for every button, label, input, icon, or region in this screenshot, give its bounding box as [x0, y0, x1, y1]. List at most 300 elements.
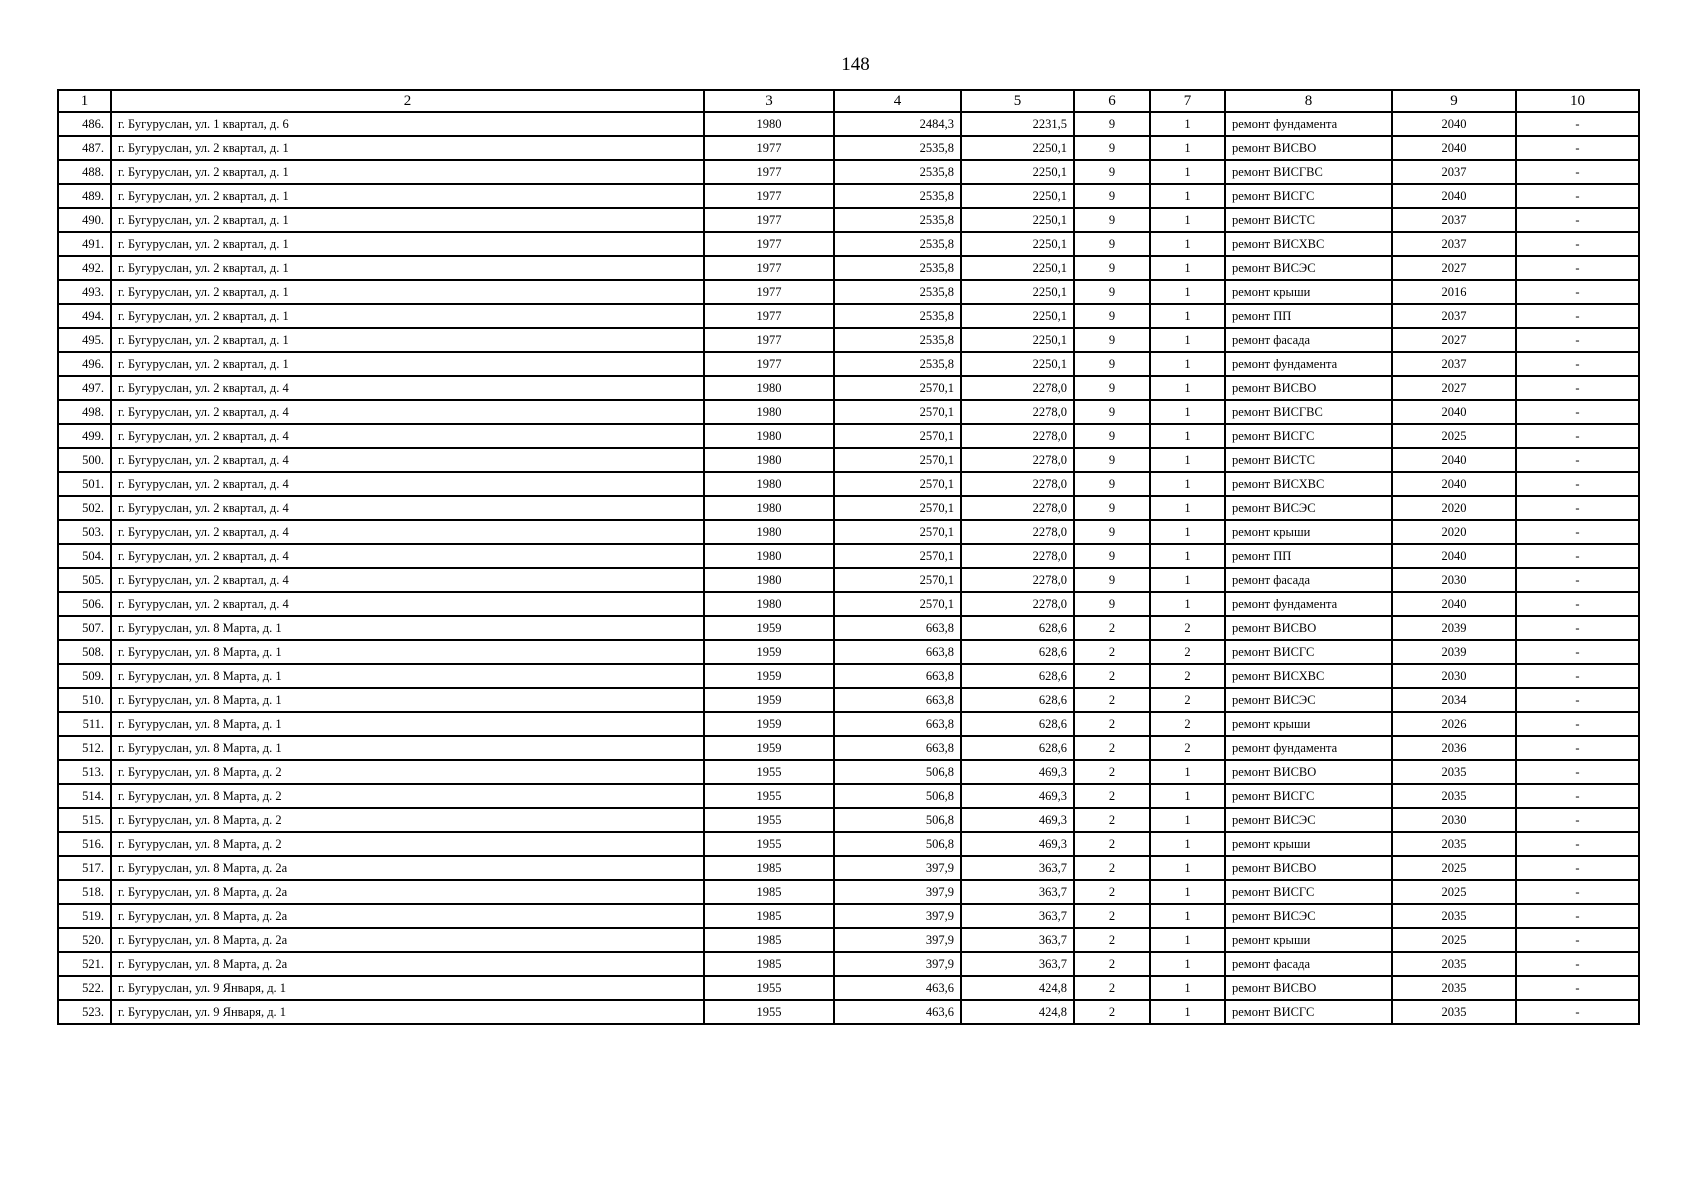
row-number-cell: 511. [58, 712, 111, 736]
address-cell: г. Бугуруслан, ул. 8 Марта, д. 1 [111, 688, 704, 712]
note-cell: - [1516, 472, 1639, 496]
work-type-cell: ремонт крыши [1225, 280, 1392, 304]
note-cell: - [1516, 328, 1639, 352]
page-number: 148 [841, 54, 870, 75]
living-area-cell: 2278,0 [961, 496, 1074, 520]
entrances-cell: 1 [1150, 496, 1225, 520]
address-cell: г. Бугуруслан, ул. 8 Марта, д. 1 [111, 616, 704, 640]
total-area-cell: 397,9 [834, 952, 961, 976]
entrances-cell: 1 [1150, 544, 1225, 568]
table-row [58, 376, 1639, 400]
work-type-cell: ремонт ВИСГС [1225, 640, 1392, 664]
row-number-cell: 514. [58, 784, 111, 808]
total-area-cell: 663,8 [834, 664, 961, 688]
living-area-cell: 2278,0 [961, 424, 1074, 448]
note-cell: - [1516, 112, 1639, 136]
address-cell: г. Бугуруслан, ул. 8 Марта, д. 2а [111, 952, 704, 976]
table-row [58, 280, 1639, 304]
floors-cell: 2 [1074, 736, 1150, 760]
living-area-cell: 628,6 [961, 664, 1074, 688]
total-area-cell: 397,9 [834, 928, 961, 952]
year-built-cell: 1955 [704, 760, 834, 784]
row-number-cell: 522. [58, 976, 111, 1000]
note-cell: - [1516, 256, 1639, 280]
work-type-cell: ремонт фасада [1225, 568, 1392, 592]
row-number-cell: 492. [58, 256, 111, 280]
table-row [58, 352, 1639, 376]
repair-schedule-table [57, 89, 1640, 1025]
total-area-cell: 663,8 [834, 616, 961, 640]
row-number-cell: 490. [58, 208, 111, 232]
planned-year-cell: 2035 [1392, 904, 1516, 928]
row-number-cell: 508. [58, 640, 111, 664]
living-area-cell: 2250,1 [961, 160, 1074, 184]
living-area-cell: 2250,1 [961, 232, 1074, 256]
year-built-cell: 1980 [704, 472, 834, 496]
floors-cell: 9 [1074, 496, 1150, 520]
address-cell: г. Бугуруслан, ул. 8 Марта, д. 2а [111, 856, 704, 880]
year-built-cell: 1955 [704, 1000, 834, 1024]
year-built-cell: 1985 [704, 928, 834, 952]
entrances-cell: 2 [1150, 688, 1225, 712]
entrances-cell: 1 [1150, 976, 1225, 1000]
year-built-cell: 1980 [704, 544, 834, 568]
planned-year-cell: 2034 [1392, 688, 1516, 712]
table-row [58, 184, 1639, 208]
entrances-cell: 1 [1150, 448, 1225, 472]
year-built-cell: 1959 [704, 640, 834, 664]
address-cell: г. Бугуруслан, ул. 8 Марта, д. 1 [111, 712, 704, 736]
row-number-cell: 516. [58, 832, 111, 856]
row-number-cell: 486. [58, 112, 111, 136]
year-built-cell: 1977 [704, 232, 834, 256]
column-header: 2 [111, 90, 704, 112]
floors-cell: 9 [1074, 160, 1150, 184]
planned-year-cell: 2040 [1392, 184, 1516, 208]
work-type-cell: ремонт крыши [1225, 520, 1392, 544]
total-area-cell: 663,8 [834, 712, 961, 736]
entrances-cell: 1 [1150, 928, 1225, 952]
year-built-cell: 1959 [704, 712, 834, 736]
address-cell: г. Бугуруслан, ул. 2 квартал, д. 4 [111, 472, 704, 496]
row-number-cell: 507. [58, 616, 111, 640]
living-area-cell: 628,6 [961, 640, 1074, 664]
planned-year-cell: 2025 [1392, 880, 1516, 904]
table-row [58, 952, 1639, 976]
living-area-cell: 2231,5 [961, 112, 1074, 136]
entrances-cell: 1 [1150, 880, 1225, 904]
note-cell: - [1516, 448, 1639, 472]
work-type-cell: ремонт ВИСГС [1225, 784, 1392, 808]
total-area-cell: 2570,1 [834, 496, 961, 520]
year-built-cell: 1955 [704, 976, 834, 1000]
floors-cell: 2 [1074, 904, 1150, 928]
floors-cell: 2 [1074, 616, 1150, 640]
planned-year-cell: 2020 [1392, 496, 1516, 520]
work-type-cell: ремонт ВИСХВС [1225, 664, 1392, 688]
floors-cell: 9 [1074, 472, 1150, 496]
entrances-cell: 1 [1150, 1000, 1225, 1024]
table-row [58, 784, 1639, 808]
row-number-cell: 498. [58, 400, 111, 424]
floors-cell: 2 [1074, 832, 1150, 856]
floors-cell: 2 [1074, 688, 1150, 712]
year-built-cell: 1980 [704, 592, 834, 616]
entrances-cell: 1 [1150, 184, 1225, 208]
planned-year-cell: 2027 [1392, 376, 1516, 400]
table-row [58, 760, 1639, 784]
table-row [58, 616, 1639, 640]
entrances-cell: 1 [1150, 832, 1225, 856]
planned-year-cell: 2030 [1392, 664, 1516, 688]
note-cell: - [1516, 568, 1639, 592]
year-built-cell: 1980 [704, 568, 834, 592]
table-row [58, 424, 1639, 448]
address-cell: г. Бугуруслан, ул. 2 квартал, д. 4 [111, 376, 704, 400]
note-cell: - [1516, 976, 1639, 1000]
planned-year-cell: 2037 [1392, 304, 1516, 328]
column-header: 9 [1392, 90, 1516, 112]
note-cell: - [1516, 712, 1639, 736]
entrances-cell: 1 [1150, 232, 1225, 256]
living-area-cell: 363,7 [961, 856, 1074, 880]
table-row [58, 736, 1639, 760]
address-cell: г. Бугуруслан, ул. 2 квартал, д. 4 [111, 544, 704, 568]
table-row [58, 448, 1639, 472]
address-cell: г. Бугуруслан, ул. 2 квартал, д. 4 [111, 448, 704, 472]
planned-year-cell: 2025 [1392, 856, 1516, 880]
living-area-cell: 424,8 [961, 976, 1074, 1000]
year-built-cell: 1980 [704, 520, 834, 544]
row-number-cell: 496. [58, 352, 111, 376]
work-type-cell: ремонт ВИСГС [1225, 880, 1392, 904]
entrances-cell: 2 [1150, 736, 1225, 760]
work-type-cell: ремонт ВИСВО [1225, 856, 1392, 880]
note-cell: - [1516, 496, 1639, 520]
total-area-cell: 506,8 [834, 760, 961, 784]
table-row [58, 664, 1639, 688]
entrances-cell: 1 [1150, 256, 1225, 280]
year-built-cell: 1959 [704, 688, 834, 712]
row-number-cell: 518. [58, 880, 111, 904]
total-area-cell: 2535,8 [834, 280, 961, 304]
total-area-cell: 506,8 [834, 784, 961, 808]
living-area-cell: 424,8 [961, 1000, 1074, 1024]
table-row [58, 256, 1639, 280]
table-row [58, 568, 1639, 592]
row-number-cell: 521. [58, 952, 111, 976]
address-cell: г. Бугуруслан, ул. 8 Марта, д. 2а [111, 904, 704, 928]
floors-cell: 2 [1074, 784, 1150, 808]
address-cell: г. Бугуруслан, ул. 8 Марта, д. 2 [111, 832, 704, 856]
floors-cell: 9 [1074, 544, 1150, 568]
floors-cell: 2 [1074, 928, 1150, 952]
entrances-cell: 1 [1150, 592, 1225, 616]
planned-year-cell: 2027 [1392, 328, 1516, 352]
row-number-cell: 510. [58, 688, 111, 712]
table-row [58, 976, 1639, 1000]
total-area-cell: 463,6 [834, 976, 961, 1000]
total-area-cell: 2570,1 [834, 592, 961, 616]
address-cell: г. Бугуруслан, ул. 1 квартал, д. 6 [111, 112, 704, 136]
total-area-cell: 2570,1 [834, 448, 961, 472]
row-number-cell: 500. [58, 448, 111, 472]
row-number-cell: 493. [58, 280, 111, 304]
floors-cell: 9 [1074, 448, 1150, 472]
entrances-cell: 1 [1150, 304, 1225, 328]
planned-year-cell: 2035 [1392, 1000, 1516, 1024]
address-cell: г. Бугуруслан, ул. 2 квартал, д. 1 [111, 160, 704, 184]
table-row [58, 496, 1639, 520]
row-number-cell: 520. [58, 928, 111, 952]
column-header: 7 [1150, 90, 1225, 112]
row-number-cell: 499. [58, 424, 111, 448]
note-cell: - [1516, 280, 1639, 304]
table-row [58, 136, 1639, 160]
note-cell: - [1516, 616, 1639, 640]
address-cell: г. Бугуруслан, ул. 2 квартал, д. 1 [111, 352, 704, 376]
row-number-cell: 509. [58, 664, 111, 688]
entrances-cell: 1 [1150, 760, 1225, 784]
note-cell: - [1516, 424, 1639, 448]
living-area-cell: 2250,1 [961, 352, 1074, 376]
row-number-cell: 503. [58, 520, 111, 544]
total-area-cell: 2535,8 [834, 184, 961, 208]
note-cell: - [1516, 160, 1639, 184]
table-row [58, 112, 1639, 136]
entrances-cell: 1 [1150, 136, 1225, 160]
total-area-cell: 2535,8 [834, 208, 961, 232]
planned-year-cell: 2025 [1392, 928, 1516, 952]
floors-cell: 9 [1074, 184, 1150, 208]
note-cell: - [1516, 208, 1639, 232]
address-cell: г. Бугуруслан, ул. 2 квартал, д. 4 [111, 592, 704, 616]
living-area-cell: 628,6 [961, 616, 1074, 640]
living-area-cell: 2278,0 [961, 592, 1074, 616]
year-built-cell: 1985 [704, 904, 834, 928]
entrances-cell: 1 [1150, 376, 1225, 400]
planned-year-cell: 2040 [1392, 544, 1516, 568]
work-type-cell: ремонт ВИСХВС [1225, 472, 1392, 496]
floors-cell: 2 [1074, 760, 1150, 784]
address-cell: г. Бугуруслан, ул. 8 Марта, д. 2а [111, 880, 704, 904]
living-area-cell: 2278,0 [961, 448, 1074, 472]
address-cell: г. Бугуруслан, ул. 2 квартал, д. 1 [111, 232, 704, 256]
floors-cell: 9 [1074, 376, 1150, 400]
planned-year-cell: 2037 [1392, 208, 1516, 232]
row-number-cell: 523. [58, 1000, 111, 1024]
year-built-cell: 1977 [704, 208, 834, 232]
work-type-cell: ремонт ВИСЭС [1225, 688, 1392, 712]
table-row [58, 904, 1639, 928]
work-type-cell: ремонт ВИСЭС [1225, 808, 1392, 832]
planned-year-cell: 2040 [1392, 112, 1516, 136]
year-built-cell: 1955 [704, 784, 834, 808]
living-area-cell: 469,3 [961, 784, 1074, 808]
living-area-cell: 2278,0 [961, 544, 1074, 568]
living-area-cell: 2250,1 [961, 208, 1074, 232]
total-area-cell: 2570,1 [834, 472, 961, 496]
living-area-cell: 363,7 [961, 928, 1074, 952]
column-header: 3 [704, 90, 834, 112]
year-built-cell: 1980 [704, 496, 834, 520]
address-cell: г. Бугуруслан, ул. 8 Марта, д. 2 [111, 784, 704, 808]
column-header: 4 [834, 90, 961, 112]
note-cell: - [1516, 232, 1639, 256]
total-area-cell: 2535,8 [834, 304, 961, 328]
floors-cell: 9 [1074, 352, 1150, 376]
row-number-cell: 513. [58, 760, 111, 784]
address-cell: г. Бугуруслан, ул. 8 Марта, д. 2 [111, 760, 704, 784]
living-area-cell: 363,7 [961, 952, 1074, 976]
planned-year-cell: 2026 [1392, 712, 1516, 736]
row-number-cell: 504. [58, 544, 111, 568]
planned-year-cell: 2020 [1392, 520, 1516, 544]
row-number-cell: 491. [58, 232, 111, 256]
row-number-cell: 487. [58, 136, 111, 160]
living-area-cell: 2278,0 [961, 472, 1074, 496]
address-cell: г. Бугуруслан, ул. 9 Января, д. 1 [111, 976, 704, 1000]
table-row [58, 400, 1639, 424]
planned-year-cell: 2040 [1392, 136, 1516, 160]
planned-year-cell: 2040 [1392, 592, 1516, 616]
planned-year-cell: 2027 [1392, 256, 1516, 280]
address-cell: г. Бугуруслан, ул. 2 квартал, д. 4 [111, 496, 704, 520]
note-cell: - [1516, 640, 1639, 664]
table-body [58, 112, 1639, 1024]
work-type-cell: ремонт фасада [1225, 952, 1392, 976]
column-header: 5 [961, 90, 1074, 112]
address-cell: г. Бугуруслан, ул. 2 квартал, д. 1 [111, 280, 704, 304]
entrances-cell: 2 [1150, 616, 1225, 640]
header-row [58, 90, 1639, 112]
total-area-cell: 2535,8 [834, 232, 961, 256]
floors-cell: 2 [1074, 712, 1150, 736]
planned-year-cell: 2035 [1392, 760, 1516, 784]
work-type-cell: ремонт ВИСЭС [1225, 496, 1392, 520]
work-type-cell: ремонт ВИСТС [1225, 448, 1392, 472]
address-cell: г. Бугуруслан, ул. 2 квартал, д. 4 [111, 424, 704, 448]
total-area-cell: 397,9 [834, 904, 961, 928]
work-type-cell: ремонт ВИСВО [1225, 616, 1392, 640]
planned-year-cell: 2040 [1392, 448, 1516, 472]
row-number-cell: 517. [58, 856, 111, 880]
table-row [58, 808, 1639, 832]
living-area-cell: 363,7 [961, 880, 1074, 904]
total-area-cell: 663,8 [834, 640, 961, 664]
address-cell: г. Бугуруслан, ул. 2 квартал, д. 1 [111, 136, 704, 160]
address-cell: г. Бугуруслан, ул. 9 Января, д. 1 [111, 1000, 704, 1024]
table-row [58, 208, 1639, 232]
note-cell: - [1516, 664, 1639, 688]
total-area-cell: 2570,1 [834, 424, 961, 448]
work-type-cell: ремонт крыши [1225, 928, 1392, 952]
living-area-cell: 628,6 [961, 688, 1074, 712]
address-cell: г. Бугуруслан, ул. 2 квартал, д. 1 [111, 304, 704, 328]
table-row [58, 856, 1639, 880]
note-cell: - [1516, 784, 1639, 808]
address-cell: г. Бугуруслан, ул. 2 квартал, д. 1 [111, 208, 704, 232]
work-type-cell: ремонт ВИСЭС [1225, 904, 1392, 928]
entrances-cell: 2 [1150, 640, 1225, 664]
planned-year-cell: 2030 [1392, 568, 1516, 592]
work-type-cell: ремонт ВИСГС [1225, 184, 1392, 208]
column-header: 10 [1516, 90, 1639, 112]
living-area-cell: 469,3 [961, 808, 1074, 832]
floors-cell: 2 [1074, 808, 1150, 832]
column-header: 1 [58, 90, 111, 112]
note-cell: - [1516, 808, 1639, 832]
year-built-cell: 1980 [704, 448, 834, 472]
year-built-cell: 1985 [704, 880, 834, 904]
year-built-cell: 1985 [704, 952, 834, 976]
work-type-cell: ремонт ПП [1225, 304, 1392, 328]
year-built-cell: 1977 [704, 160, 834, 184]
entrances-cell: 1 [1150, 352, 1225, 376]
note-cell: - [1516, 544, 1639, 568]
planned-year-cell: 2035 [1392, 952, 1516, 976]
floors-cell: 2 [1074, 976, 1150, 1000]
total-area-cell: 2535,8 [834, 256, 961, 280]
year-built-cell: 1980 [704, 376, 834, 400]
total-area-cell: 663,8 [834, 688, 961, 712]
planned-year-cell: 2040 [1392, 400, 1516, 424]
table-row [58, 1000, 1639, 1024]
work-type-cell: ремонт ВИСГС [1225, 1000, 1392, 1024]
floors-cell: 2 [1074, 640, 1150, 664]
entrances-cell: 1 [1150, 808, 1225, 832]
entrances-cell: 1 [1150, 400, 1225, 424]
living-area-cell: 2278,0 [961, 568, 1074, 592]
living-area-cell: 2278,0 [961, 400, 1074, 424]
planned-year-cell: 2037 [1392, 160, 1516, 184]
entrances-cell: 2 [1150, 712, 1225, 736]
entrances-cell: 1 [1150, 568, 1225, 592]
floors-cell: 9 [1074, 136, 1150, 160]
work-type-cell: ремонт фундамента [1225, 736, 1392, 760]
total-area-cell: 2570,1 [834, 520, 961, 544]
address-cell: г. Бугуруслан, ул. 8 Марта, д. 2а [111, 928, 704, 952]
row-number-cell: 495. [58, 328, 111, 352]
note-cell: - [1516, 520, 1639, 544]
note-cell: - [1516, 688, 1639, 712]
table-row [58, 712, 1639, 736]
total-area-cell: 2535,8 [834, 160, 961, 184]
planned-year-cell: 2040 [1392, 472, 1516, 496]
entrances-cell: 2 [1150, 664, 1225, 688]
floors-cell: 9 [1074, 328, 1150, 352]
planned-year-cell: 2037 [1392, 232, 1516, 256]
note-cell: - [1516, 304, 1639, 328]
table-row [58, 472, 1639, 496]
living-area-cell: 2278,0 [961, 376, 1074, 400]
table-row [58, 880, 1639, 904]
living-area-cell: 2250,1 [961, 328, 1074, 352]
row-number-cell: 506. [58, 592, 111, 616]
work-type-cell: ремонт фасада [1225, 328, 1392, 352]
entrances-cell: 1 [1150, 208, 1225, 232]
table-row [58, 640, 1639, 664]
row-number-cell: 519. [58, 904, 111, 928]
work-type-cell: ремонт фундамента [1225, 112, 1392, 136]
year-built-cell: 1977 [704, 352, 834, 376]
entrances-cell: 1 [1150, 280, 1225, 304]
floors-cell: 9 [1074, 112, 1150, 136]
address-cell: г. Бугуруслан, ул. 8 Марта, д. 1 [111, 640, 704, 664]
table-row [58, 592, 1639, 616]
planned-year-cell: 2035 [1392, 784, 1516, 808]
total-area-cell: 2535,8 [834, 352, 961, 376]
